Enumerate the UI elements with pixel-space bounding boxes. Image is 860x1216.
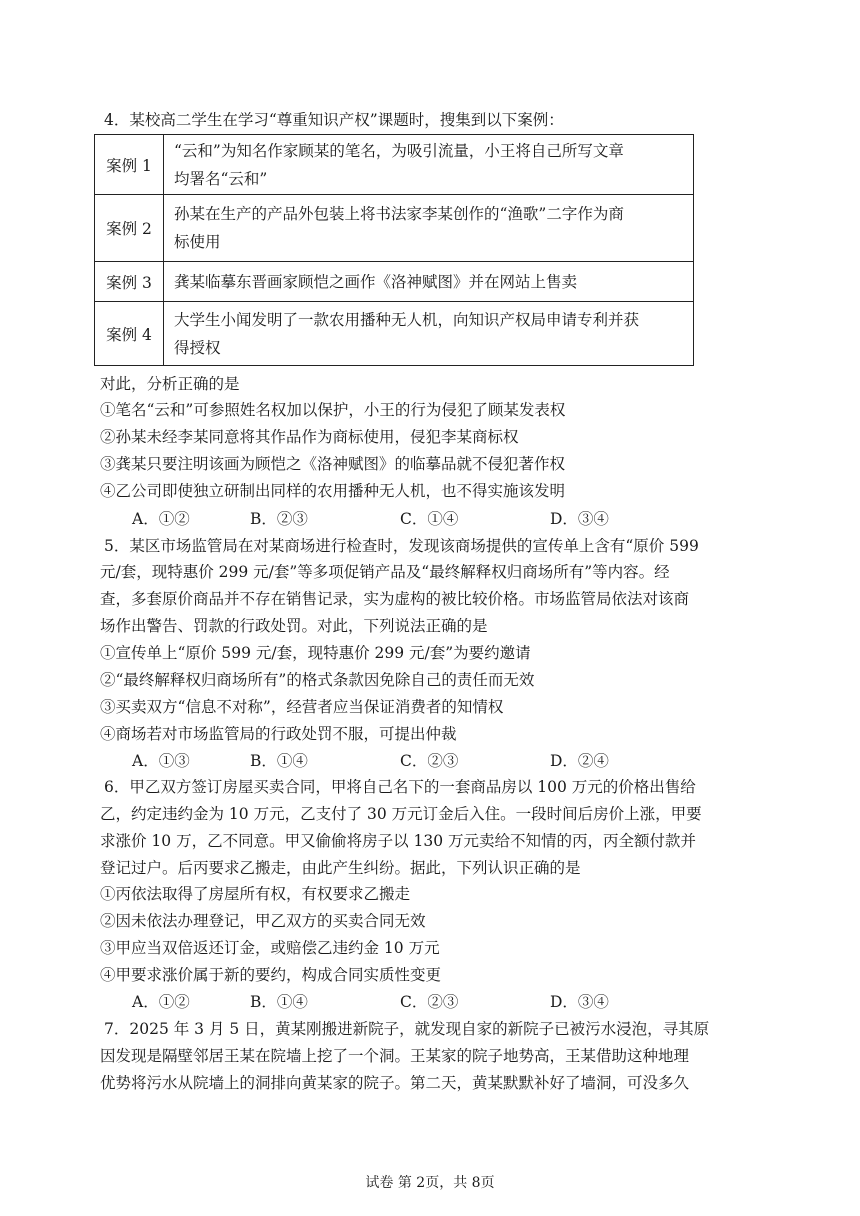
option-a[interactable]: A．①② — [132, 993, 190, 1011]
option-d[interactable]: D．③④ — [550, 510, 609, 528]
option-d[interactable]: D．③④ — [550, 993, 609, 1011]
q5-stem-line: 5．某区市场监管局在对某商场进行检查时，发现该商场提供的宣传单上含有“原价 599 — [104, 537, 699, 555]
q6-stem-line: 6．甲乙双方签订房屋买卖合同，甲将自己名下的一套商品房以 100 万元的价格出售给 — [104, 778, 696, 796]
option-b[interactable]: B．①④ — [250, 993, 308, 1011]
q6-item: ②因未依法办理登记，甲乙双方的买卖合同无效 — [100, 912, 426, 930]
option-b[interactable]: B．①④ — [250, 752, 308, 770]
case-text — [164, 195, 694, 262]
case-text-line: 大学生小闻发明了一款农用播种无人机，向知识产权局申请专利并获 — [174, 310, 640, 329]
case-table — [94, 134, 694, 366]
q5-item: ③买卖双方“信息不对称”，经营者应当保证消费者的知情权 — [100, 698, 504, 716]
page-footer: 试卷 第 2页，共 8页 — [365, 1175, 495, 1191]
q5-stem-line: 场作出警告、罚款的行政处罚。对此，下列说法正确的是 — [100, 617, 488, 635]
q6-item: ③甲应当双倍返还订金，或赔偿乙违约金 10 万元 — [100, 939, 440, 957]
q4-item: ②孙某未经李某同意将其作品作为商标使用，侵犯李某商标权 — [100, 428, 519, 446]
case-row — [95, 262, 694, 302]
q7-stem-line: 7．2025 年 3 月 5 日，黄某刚搬进新院子，就发现自家的新院子已被污水浸泡，寻其原 — [104, 1020, 710, 1038]
q5-stem-line: 查，多套原价商品并不存在销售记录，实为虚构的被比较价格。市场监管局依法对该商 — [100, 590, 690, 608]
q5-item: ①宣传单上“原价 599 元/套，现特惠价 299 元/套”为要约邀请 — [100, 644, 531, 662]
q4-prompt: 对此，分析正确的是 — [100, 375, 240, 393]
case-text — [164, 262, 694, 302]
case-text-line: 龚某临摹东晋画家顾恺之画作《洛神赋图》并在网站上售卖 — [174, 272, 578, 291]
q6-stem-line: 登记过户。后丙要求乙搬走，由此产生纠纷。据此，下列认识正确的是 — [100, 859, 581, 877]
option-b[interactable]: B．②③ — [250, 510, 308, 528]
case-text — [164, 135, 694, 195]
q5-stem-line: 元/套，现特惠价 299 元/套”等多项促销产品及“最终解释权归商场所有”等内容。经 — [100, 563, 670, 581]
case-row — [95, 302, 694, 366]
case-text-line: 标使用 — [174, 233, 221, 251]
case-label: 案例 2 — [95, 195, 164, 262]
case-text-line: 孙某在生产的产品外包装上将书法家李某创作的“渔歌”二字作为商 — [174, 205, 624, 223]
case-text-line: 均署名“云和” — [174, 169, 268, 188]
q5-item: ②“最终解释权归商场所有”的格式条款因免除自己的责任而无效 — [100, 671, 535, 689]
option-a[interactable]: A．①③ — [132, 752, 190, 770]
q6-item: ①丙依法取得了房屋所有权，有权要求乙搬走 — [100, 885, 411, 903]
q5-item: ④商场若对市场监管局的行政处罚不服，可提出仲裁 — [100, 725, 457, 743]
option-c[interactable]: C．①④ — [400, 510, 459, 528]
q7-stem-line: 优势将污水从院墙上的洞排向黄某家的院子。第二天，黄某默默补好了墙洞，可没多久 — [100, 1074, 690, 1092]
option-d[interactable]: D．②④ — [550, 752, 609, 770]
q6-stem-line: 求涨价 10 万，乙不同意。甲又偷偷将房子以 130 万元卖给不知情的丙，丙全额付款并 — [100, 832, 697, 850]
case-text-line: “云和”为知名作家顾某的笔名，为吸引流量，小王将自己所写文章 — [174, 141, 624, 160]
case-text-line: 得授权 — [174, 338, 221, 357]
q4-item: ③龚某只要注明该画为顾恺之《洛神赋图》的临摹品就不侵犯著作权 — [100, 455, 566, 473]
q7-stem-line: 因发现是隔壁邻居王某在院墙上挖了一个洞。王某家的院子地势高，王某借助这种地理 — [100, 1047, 690, 1065]
case-row — [95, 135, 694, 195]
q6-stem-line: 乙，约定违约金为 10 万元，乙支付了 30 万元订金后入住。一段时间后房价上涨，甲要 — [100, 805, 702, 823]
case-label: 案例 1 — [95, 135, 164, 195]
case-text — [164, 302, 694, 366]
q4-item: ④乙公司即使独立研制出同样的农用播种无人机，也不得实施该发明 — [100, 482, 566, 500]
case-row — [95, 195, 694, 262]
option-a[interactable]: A．①② — [132, 510, 190, 528]
q4-stem: 4．某校高二学生在学习“尊重知识产权”课题时，搜集到以下案例： — [104, 111, 564, 129]
q6-item: ④甲要求涨价属于新的要约，构成合同实质性变更 — [100, 966, 442, 984]
option-c[interactable]: C．②③ — [400, 993, 459, 1011]
case-label: 案例 4 — [95, 302, 164, 366]
case-label: 案例 3 — [95, 262, 164, 302]
q4-item: ①笔名“云和”可参照姓名权加以保护，小王的行为侵犯了顾某发表权 — [100, 401, 566, 419]
option-c[interactable]: C．②③ — [400, 752, 459, 770]
